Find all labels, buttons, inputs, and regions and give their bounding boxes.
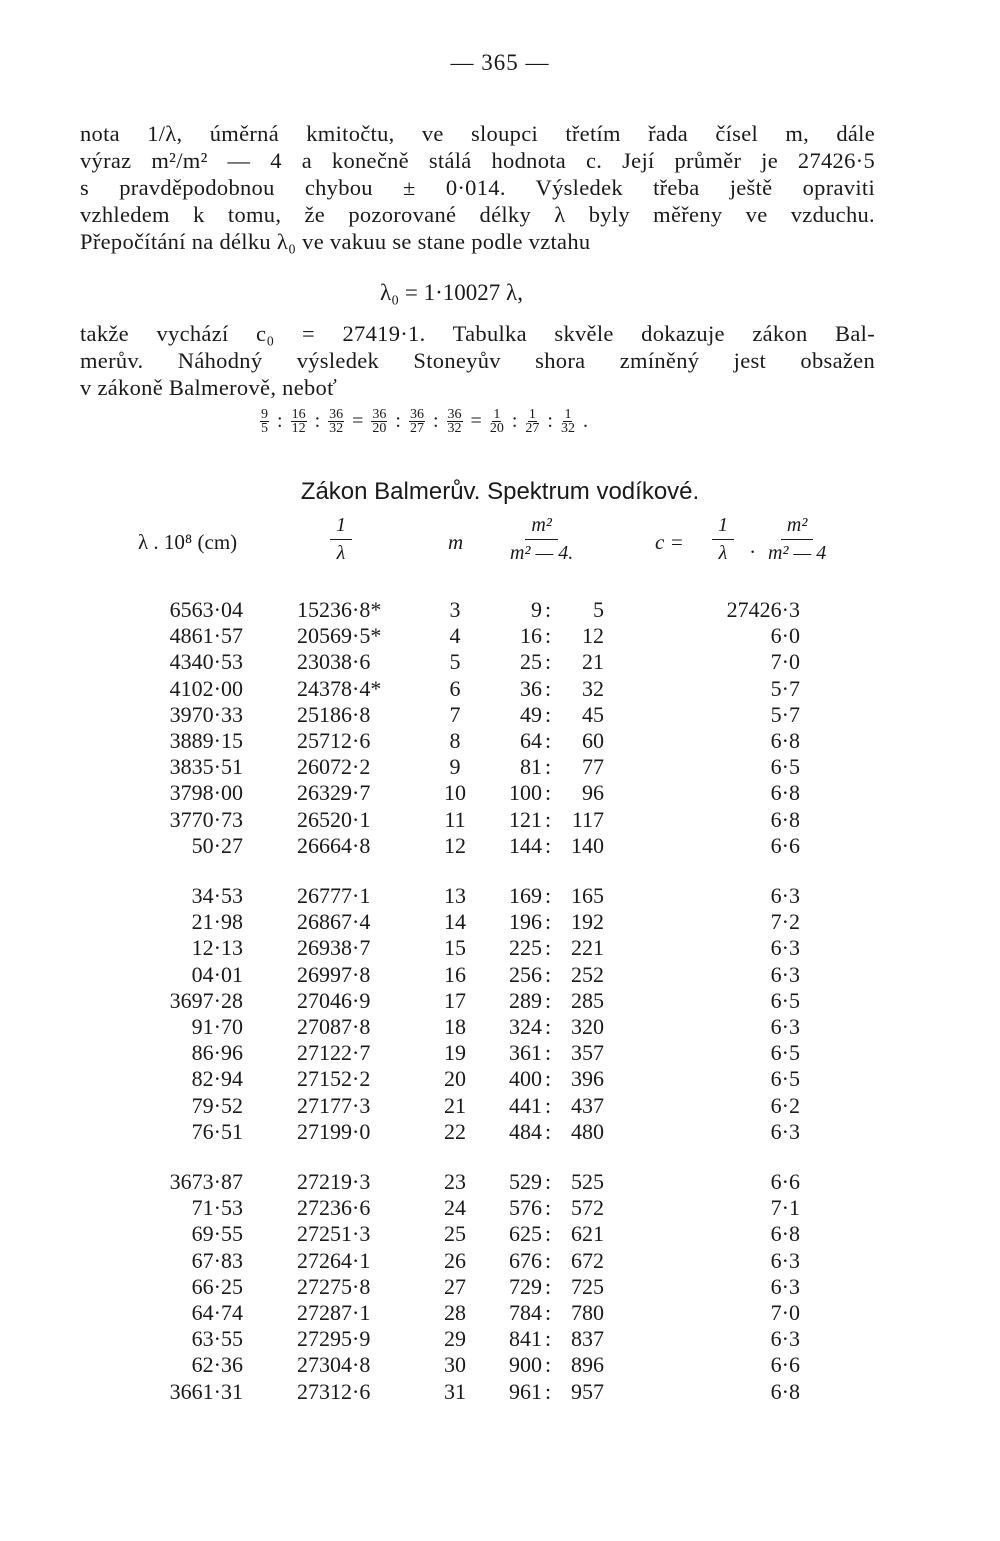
cell-ratio-denominator: 896 (571, 1352, 604, 1378)
table-row (0, 988, 1000, 1014)
cell-m: 15 (444, 935, 466, 961)
cell-inverse: 26938·7 (297, 935, 371, 961)
ratio-fraction (371, 408, 387, 435)
cell-ratio-denominator: 725 (571, 1273, 604, 1299)
cell-inverse: 26867·4 (297, 909, 371, 935)
text-line: v zákoně Balmerově, neboť (80, 375, 338, 400)
ratio-colon: : (545, 597, 552, 622)
table-row (0, 754, 1000, 780)
cell-inverse: 27287·1 (297, 1300, 371, 1325)
table-row (0, 1119, 1000, 1145)
cell-ratio-denominator: 285 (571, 987, 604, 1013)
cell-m: 23 (444, 1169, 466, 1194)
fraction-denominator: 5 (261, 421, 268, 436)
cell-m: 28 (444, 1300, 466, 1325)
header-inverse-lambda (330, 514, 352, 565)
cell-ratio-denominator: 165 (571, 883, 604, 908)
fraction-denominator: 20 (489, 421, 504, 436)
header-m: m (448, 530, 464, 554)
cell-inverse: 27087·8 (297, 1014, 371, 1039)
cell-ratio-numerator: 400 (509, 1066, 542, 1092)
cell-constant: 6·3 (770, 961, 800, 987)
cell-inverse: 27304·8 (297, 1352, 371, 1378)
ratio-colon: : (545, 1221, 552, 1247)
table-row (0, 1066, 1000, 1092)
table-row (0, 1221, 1000, 1247)
cell-constant: 6·2 (770, 1092, 800, 1118)
cell-wavelength: 82·94 (191, 1066, 243, 1092)
ratio-colon: : (545, 935, 552, 961)
cell-constant: 6·3 (770, 883, 800, 908)
cell-inverse: 27251·3 (297, 1221, 371, 1247)
table-row (0, 1326, 1000, 1352)
ratio-fraction (291, 408, 307, 435)
cell-wavelength: 04·01 (191, 961, 243, 987)
cell-ratio-denominator: 320 (571, 1014, 604, 1039)
ratio-colon: : (545, 1014, 552, 1039)
table-row (0, 1379, 1000, 1405)
cell-wavelength: 64·74 (191, 1300, 243, 1325)
header-c-prefix: c = (655, 530, 684, 554)
ratio-colon: : (545, 1352, 552, 1378)
cell-inverse: 26329·7 (297, 780, 371, 806)
cell-ratio-numerator: 144 (509, 832, 542, 858)
ratio-colon: : (545, 1169, 552, 1194)
cell-ratio-denominator: 96 (582, 780, 604, 806)
ratio-colon: : (545, 987, 552, 1013)
ratio-colon: : (545, 701, 552, 727)
cell-inverse: 27046·9 (297, 987, 371, 1013)
cell-ratio-numerator: 16 (520, 623, 542, 649)
cell-m: 22 (444, 1118, 466, 1144)
ratio-colon: : (545, 1273, 552, 1299)
ratio-fraction (447, 408, 463, 435)
cell-m: 16 (444, 961, 466, 987)
cell-ratio-numerator: 169 (509, 883, 542, 908)
cell-constant: 6·8 (770, 806, 800, 832)
paragraph-conclusion (80, 320, 875, 401)
cell-constant: 5·7 (770, 701, 800, 727)
cell-wavelength: 76·51 (191, 1118, 243, 1144)
ratio-colon: : (545, 728, 552, 753)
cell-ratio-denominator: 5 (593, 597, 604, 622)
cell-ratio-denominator: 140 (571, 832, 604, 858)
cell-constant: 6·3 (770, 935, 800, 961)
fraction-numerator: 1 (493, 407, 501, 422)
table-row (0, 1274, 1000, 1300)
cell-wavelength: 3770·73 (169, 806, 243, 832)
cell-m: 7 (449, 701, 461, 727)
cell-inverse: 24378·4* (297, 675, 382, 701)
cell-inverse: 27264·1 (297, 1247, 371, 1273)
ratio-fraction (328, 408, 344, 435)
cell-inverse: 26072·2 (297, 754, 371, 780)
cell-inverse: 27275·8 (297, 1273, 371, 1299)
cell-inverse: 27295·9 (297, 1326, 371, 1352)
cell-ratio-numerator: 100 (509, 780, 542, 806)
ratio-colon: : (545, 806, 552, 832)
ratio-colon: : (545, 1092, 552, 1118)
cell-ratio-numerator: 361 (509, 1040, 542, 1066)
cell-ratio-numerator: 625 (509, 1221, 542, 1247)
cell-ratio-numerator: 784 (509, 1300, 542, 1325)
table-row (0, 649, 1000, 675)
ratio-colon: : (545, 1040, 552, 1066)
cell-m: 19 (444, 1040, 466, 1066)
cell-inverse: 27236·6 (297, 1195, 371, 1221)
cell-ratio-numerator: 961 (509, 1378, 542, 1404)
cell-ratio-denominator: 621 (571, 1221, 604, 1247)
cell-ratio-numerator: 196 (509, 909, 542, 935)
table-row (0, 1352, 1000, 1378)
cell-ratio-numerator: 729 (509, 1273, 542, 1299)
ratio-colon: : (545, 832, 552, 858)
header-c-num2: m² (781, 514, 813, 540)
ratio-colon: : (545, 780, 552, 806)
cell-m: 9 (449, 754, 461, 780)
cell-ratio-numerator: 9 (531, 597, 542, 622)
cell-ratio-numerator: 441 (509, 1092, 542, 1118)
cell-inverse: 27199·0 (297, 1118, 371, 1144)
cell-m: 29 (444, 1326, 466, 1352)
cell-ratio-numerator: 324 (509, 1014, 542, 1039)
text-line: vzhledem k tomu, že pozorované délky λ byly měřeny ve vzduchu. (80, 202, 875, 227)
cell-m: 26 (444, 1247, 466, 1273)
ratio-colon: : (545, 1300, 552, 1325)
table-row (0, 780, 1000, 806)
text-line: výraz m²/m² — 4 a konečně stálá hodnota c. Její průměr je 27426·5 (80, 148, 875, 173)
cell-m: 8 (449, 728, 461, 753)
header-c-frac1 (712, 514, 734, 565)
ratio-colon: : (432, 410, 439, 432)
cell-inverse: 23038·6 (297, 649, 371, 675)
cell-ratio-denominator: 21 (582, 649, 604, 675)
period: . (582, 410, 588, 432)
cell-inverse: 25712·6 (297, 728, 371, 753)
cell-ratio-numerator: 25 (520, 649, 542, 675)
cell-ratio-denominator: 437 (571, 1092, 604, 1118)
cell-constant: 6·5 (770, 1040, 800, 1066)
header-ratio (510, 514, 573, 565)
cell-m: 30 (444, 1352, 466, 1378)
cell-wavelength: 3697·28 (169, 987, 243, 1013)
cell-constant: 6·5 (770, 1066, 800, 1092)
ratio-fraction (260, 408, 269, 435)
fraction-numerator: 1 (528, 407, 536, 422)
cell-inverse: 27122·7 (297, 1040, 371, 1066)
ratio-colon: : (547, 410, 553, 432)
table-row (0, 962, 1000, 988)
ratio-colon: : (277, 410, 283, 432)
table-row (0, 935, 1000, 961)
cell-wavelength: 3970·33 (169, 701, 243, 727)
cell-inverse: 26777·1 (297, 883, 371, 908)
cell-constant: 7·1 (770, 1195, 800, 1221)
fraction-denominator: 32 (560, 421, 575, 436)
table-row (0, 909, 1000, 935)
cell-ratio-denominator: 672 (571, 1247, 604, 1273)
fraction-numerator: 36 (447, 407, 462, 422)
cell-inverse: 27312·6 (297, 1378, 371, 1404)
cell-ratio-denominator: 45 (582, 701, 604, 727)
ratio-colon: : (395, 410, 401, 432)
cell-constant: 6·5 (770, 987, 800, 1013)
fraction-numerator: 9 (261, 407, 268, 422)
table-row (0, 623, 1000, 649)
header-c-num1: 1 (712, 514, 734, 540)
header-ratio-den: m² — 4. (510, 542, 574, 564)
fraction-numerator: 36 (409, 407, 424, 422)
header-c-den1: λ (718, 542, 728, 564)
cell-ratio-numerator: 289 (509, 987, 542, 1013)
fraction-denominator: 12 (291, 421, 306, 436)
ratio-colon: : (545, 623, 552, 649)
cell-wavelength: 62·36 (191, 1352, 243, 1378)
cell-ratio-numerator: 64 (520, 728, 542, 753)
cell-wavelength: 6563·04 (169, 597, 243, 622)
cell-ratio-denominator: 60 (582, 728, 604, 753)
cell-constant: 6·6 (770, 1352, 800, 1378)
cell-ratio-denominator: 480 (571, 1118, 604, 1144)
cell-ratio-numerator: 529 (509, 1169, 542, 1194)
fraction-numerator: 36 (329, 407, 344, 422)
fraction-denominator: 32 (329, 421, 344, 436)
cell-constant: 6·3 (770, 1014, 800, 1039)
header-lambda: λ . 10⁸ (cm) (138, 530, 238, 554)
text-line: s pravděpodobnou chybou ± 0·014. Výsledek třeba ještě opraviti (80, 175, 875, 200)
cell-ratio-denominator: 957 (571, 1378, 604, 1404)
header-inverse-num: 1 (330, 514, 352, 540)
table-row (0, 1014, 1000, 1040)
cell-ratio-denominator: 77 (582, 754, 604, 780)
cell-inverse: 20569·5* (297, 623, 382, 649)
paragraph-intro (80, 120, 875, 255)
table-row (0, 1300, 1000, 1326)
cell-ratio-denominator: 780 (571, 1300, 604, 1325)
cell-wavelength: 91·70 (191, 1014, 243, 1039)
header-c-frac2 (768, 514, 826, 565)
table-row (0, 807, 1000, 833)
cell-m: 4 (449, 623, 461, 649)
cell-m: 24 (444, 1195, 466, 1221)
cell-ratio-denominator: 396 (571, 1066, 604, 1092)
table-row (0, 833, 1000, 859)
cell-inverse: 27152·2 (297, 1066, 371, 1092)
cell-inverse: 26664·8 (297, 832, 371, 858)
text-line: Přepočítání na délku λ₀ ve vakuu se stane podle vztahu (80, 229, 591, 254)
cell-wavelength: 21·98 (191, 909, 243, 935)
fraction-numerator: 36 (372, 407, 387, 422)
cell-ratio-denominator: 221 (571, 935, 604, 961)
cell-m: 10 (444, 780, 466, 806)
cell-ratio-numerator: 484 (509, 1118, 542, 1144)
ratio-colon: : (545, 1247, 552, 1273)
cell-constant: 6·5 (770, 754, 800, 780)
vacuum-formula: λ₀ = 1·10027 λ, (380, 280, 523, 305)
cell-inverse: 25186·8 (297, 701, 371, 727)
table-row (0, 1248, 1000, 1274)
header-ratio-num: m² (525, 514, 557, 540)
ratio-colon: : (545, 754, 552, 780)
cell-m: 11 (444, 806, 466, 832)
cell-wavelength: 63·55 (191, 1326, 243, 1352)
cell-wavelength: 3673·87 (169, 1169, 243, 1194)
fraction-denominator: 27 (525, 421, 540, 436)
ratio-colon: : (545, 649, 552, 675)
cell-wavelength: 12·13 (191, 935, 243, 961)
header-c-dot: . (750, 534, 756, 558)
cell-inverse: 27219·3 (297, 1169, 371, 1194)
cell-constant: 6·8 (770, 1378, 800, 1404)
cell-wavelength: 69·55 (191, 1221, 243, 1247)
fraction-denominator: 20 (372, 421, 387, 436)
ratio-colon: : (314, 410, 321, 432)
cell-constant: 7·2 (770, 909, 800, 935)
page-number: — 365 — (450, 50, 550, 75)
cell-m: 3 (449, 597, 461, 622)
cell-wavelength: 3661·31 (169, 1378, 243, 1404)
table-row (0, 702, 1000, 728)
cell-m: 21 (444, 1092, 466, 1118)
cell-wavelength: 3889·15 (169, 728, 243, 753)
cell-wavelength: 4861·57 (169, 623, 243, 649)
cell-wavelength: 4340·53 (169, 649, 243, 675)
cell-inverse: 26520·1 (297, 806, 371, 832)
cell-constant: 6·8 (770, 780, 800, 806)
cell-wavelength: 67·83 (191, 1247, 243, 1273)
ratio-equation (260, 408, 588, 435)
fraction-denominator: 32 (447, 421, 462, 436)
cell-constant: 6·6 (770, 1169, 800, 1194)
fraction-numerator: 1 (564, 407, 572, 422)
cell-wavelength: 3835·51 (169, 754, 243, 780)
cell-constant: 6·6 (770, 832, 800, 858)
equals-sign: = (352, 410, 364, 432)
cell-m: 17 (444, 987, 466, 1013)
equals-sign: = (470, 410, 482, 432)
text-line: merův. Náhodný výsledek Stoneyův shora zmíněný jest obsažen (80, 348, 875, 373)
cell-m: 13 (444, 883, 466, 908)
fraction-denominator: 27 (409, 421, 424, 436)
cell-wavelength: 3798·00 (169, 780, 243, 806)
cell-ratio-numerator: 576 (509, 1195, 542, 1221)
cell-wavelength: 66·25 (191, 1273, 243, 1299)
table-row (0, 1040, 1000, 1066)
cell-m: 12 (444, 832, 466, 858)
cell-ratio-denominator: 572 (571, 1195, 604, 1221)
cell-constant: 7·0 (770, 649, 800, 675)
cell-ratio-denominator: 117 (571, 806, 604, 832)
ratio-colon: : (545, 883, 552, 908)
cell-ratio-denominator: 252 (571, 961, 604, 987)
cell-ratio-numerator: 36 (520, 675, 542, 701)
ratio-colon: : (545, 909, 552, 935)
ratio-colon: : (545, 1326, 552, 1352)
ratio-fraction (490, 408, 504, 435)
cell-ratio-numerator: 256 (509, 961, 542, 987)
cell-constant: 6·3 (770, 1247, 800, 1273)
ratio-colon: : (545, 1195, 552, 1221)
cell-constant: 27426·3 (726, 597, 800, 622)
cell-m: 31 (444, 1378, 466, 1404)
cell-ratio-numerator: 81 (520, 754, 542, 780)
cell-wavelength: 79·52 (191, 1092, 243, 1118)
cell-m: 6 (449, 675, 461, 701)
ratio-fraction (409, 408, 425, 435)
cell-ratio-denominator: 12 (582, 623, 604, 649)
cell-inverse: 15236·8* (297, 597, 382, 622)
ratio-fraction (561, 408, 575, 435)
ratio-colon: : (545, 961, 552, 987)
cell-ratio-numerator: 676 (509, 1247, 542, 1273)
cell-wavelength: 4102·00 (169, 675, 243, 701)
fraction-numerator: 16 (291, 407, 306, 422)
cell-ratio-denominator: 837 (571, 1326, 604, 1352)
ratio-colon: : (545, 1118, 552, 1144)
cell-ratio-denominator: 32 (582, 675, 604, 701)
cell-m: 25 (444, 1221, 466, 1247)
cell-wavelength: 71·53 (191, 1195, 243, 1221)
cell-constant: 6·3 (770, 1273, 800, 1299)
cell-ratio-numerator: 900 (509, 1352, 542, 1378)
text-line: takže vychází c₀ = 27419·1. Tabulka skvěle dokazuje zákon Bal- (80, 321, 875, 346)
cell-inverse: 26997·8 (297, 961, 371, 987)
cell-constant: 6·0 (770, 623, 800, 649)
cell-wavelength: 50·27 (191, 832, 243, 858)
cell-ratio-numerator: 225 (509, 935, 542, 961)
cell-constant: 6·8 (770, 728, 800, 753)
cell-ratio-denominator: 192 (571, 909, 604, 935)
cell-m: 5 (449, 649, 461, 675)
header-c-den2: m² — 4 (768, 542, 827, 564)
cell-ratio-numerator: 49 (520, 701, 542, 727)
table-row (0, 728, 1000, 754)
cell-m: 18 (444, 1014, 466, 1039)
ratio-colon: : (511, 410, 518, 432)
cell-wavelength: 86·96 (191, 1040, 243, 1066)
cell-constant: 5·7 (770, 675, 800, 701)
cell-ratio-denominator: 525 (571, 1169, 604, 1194)
cell-constant: 6·3 (770, 1326, 800, 1352)
header-inverse-den: λ (336, 542, 346, 564)
cell-ratio-denominator: 357 (571, 1040, 604, 1066)
cell-m: 14 (444, 909, 466, 935)
cell-constant: 6·8 (770, 1221, 800, 1247)
cell-m: 20 (444, 1066, 466, 1092)
cell-m: 27 (444, 1273, 466, 1299)
ratio-colon: : (545, 1066, 552, 1092)
cell-constant: 6·3 (770, 1118, 800, 1144)
ratio-colon: : (545, 1378, 552, 1404)
ratio-fraction (525, 408, 539, 435)
cell-constant: 7·0 (770, 1300, 800, 1325)
cell-ratio-numerator: 121 (509, 806, 542, 832)
table-row (0, 676, 1000, 702)
text-line: nota 1/λ, úměrná kmitočtu, ve sloupci třetím řada čísel m, dále (80, 121, 875, 146)
table-row (0, 1195, 1000, 1221)
cell-ratio-numerator: 841 (509, 1326, 542, 1352)
cell-wavelength: 34·53 (191, 883, 243, 908)
table-row (0, 883, 1000, 909)
table-row (0, 1093, 1000, 1119)
table-row (0, 597, 1000, 623)
table-title: Zákon Balmerův. Spektrum vodíkové. (300, 478, 700, 505)
table-row (0, 1169, 1000, 1195)
ratio-colon: : (545, 675, 552, 701)
cell-inverse: 27177·3 (297, 1092, 371, 1118)
